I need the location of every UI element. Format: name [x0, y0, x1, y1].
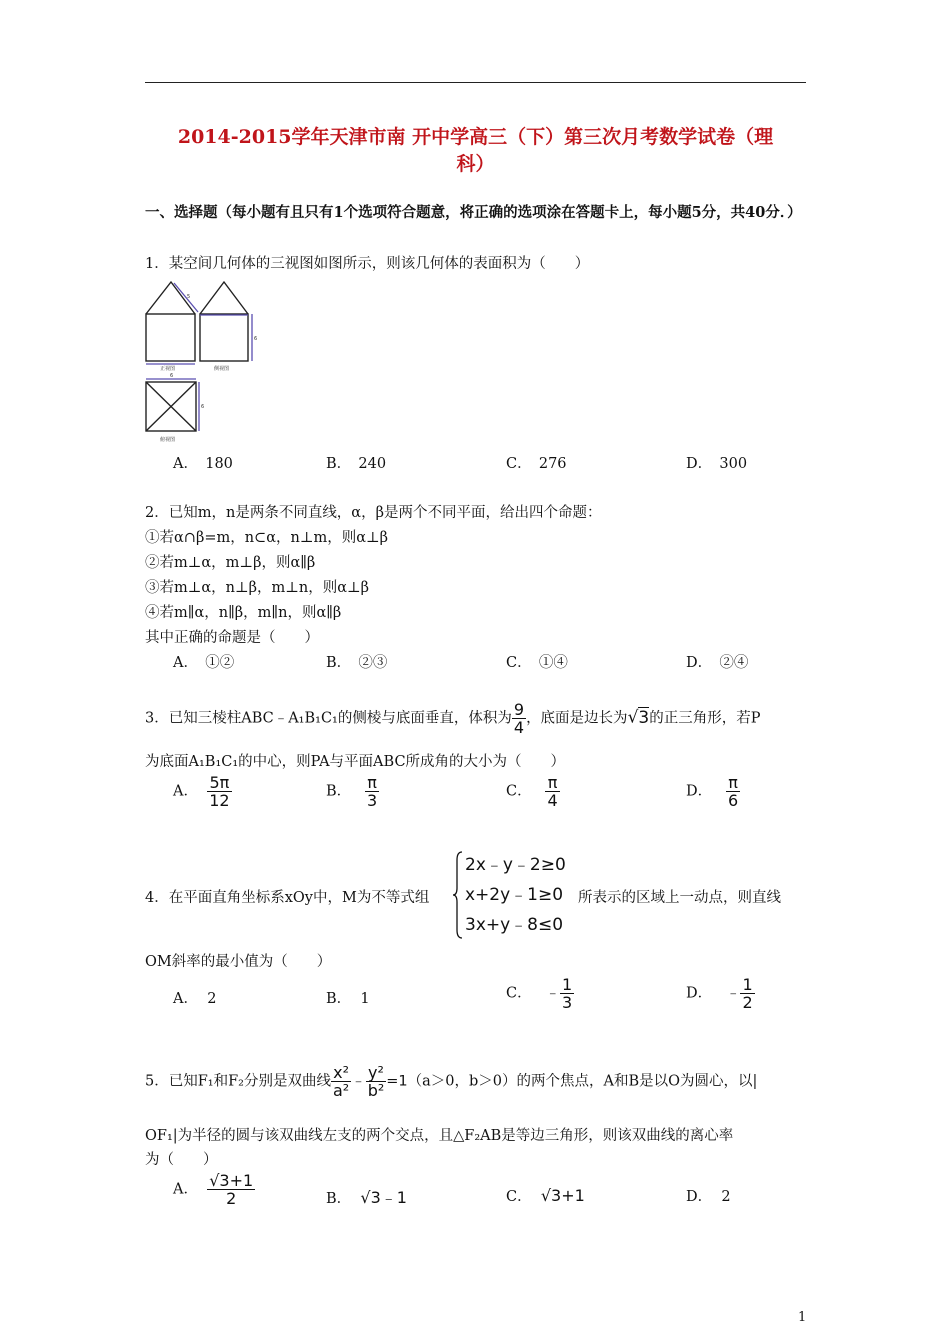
inequality-1: 2x﹣y﹣2≥0 [465, 855, 566, 875]
q3-option-a: A． $\frac{5\pi}{12}$ [173, 773, 230, 810]
top-view-label: 俯视图 [160, 437, 176, 443]
side-view-roof [200, 282, 248, 314]
q4-stem-a: 4．在平面直角坐标系xOy中，M为不等式组 [145, 890, 430, 906]
q4-stem-line-2: OM斜率的最小值为（ ） [145, 954, 332, 970]
side-view-body [200, 314, 248, 361]
q3-stem-line-1: 3．已知三棱柱ABC﹣A₁B₁C₁的侧棱与底面垂直，体积为 $\frac{9}{4}$ ，底面是边长为√3的正三角形，若P [145, 700, 761, 737]
q5-stem-line-2: OF₁|为半径的圆与该双曲线左支的两个交点，且△F₂AB是等边三角形，则该双曲线的离心率 [145, 1128, 734, 1144]
q2-prop-3: ③若m⊥α，n⊥β，m⊥n，则α⊥β [145, 580, 370, 596]
inequality-3: 3x+y﹣8≤0 [465, 915, 564, 935]
front-view-label: 正视图 [160, 366, 176, 372]
q5-y-fraction: $\frac{\text{y²}}{\text{b²}}$ [367, 1063, 385, 1100]
section-heading: 一、选择题（每小题有且只有1个选项符合题意，将正确的选项涂在答题卡上，每小题5分，共40分．） [145, 204, 802, 221]
header-rule [145, 82, 806, 83]
side-view-label: 侧视图 [214, 366, 230, 372]
q2-prop-4: ④若m∥α，n∥β，m∥n，则α∥β [145, 605, 342, 621]
q5-stem-line-3: 为（ ） [145, 1152, 218, 1168]
page-number: 1 [798, 1310, 807, 1325]
q1-stem: 1．某空间几何体的三视图如图所示，则该几何体的表面积为（ ） [145, 256, 590, 272]
front-slant-dim: 5 [187, 294, 191, 300]
q2-prop-2: ②若m⊥α，m⊥β，则α∥β [145, 555, 316, 571]
title-line-1: 2014-2015学年天津市南 开中学高三（下）第三次月考数学试卷（理 [177, 126, 774, 148]
q1-option-d: D． 300 [686, 456, 748, 472]
inequality-system [457, 850, 566, 940]
title-line-2: 科） [456, 153, 495, 175]
q5-option-b: B． √3﹣1 [326, 1188, 407, 1207]
q2-option-d: D． ②④ [686, 655, 749, 671]
q5-stem-line-1: 5．已知F₁和F₂分别是双曲线 $\frac{\text{x²}}{\text{a²}}$ ﹣ $\frac{\text{y²}}{\text{b²}}$ =1（a＞0，b＞0）的两个焦点，A和B是以O为圆心，以| [145, 1063, 758, 1100]
q3-stem-line-2: 为底面A₁B₁C₁的中心，则PA与平面ABC所成角的大小为（ ） [145, 754, 566, 770]
q5-x-fraction: $\frac{\text{x²}}{\text{a²}}$ [332, 1063, 350, 1100]
q4-option-b: B． 1 [326, 991, 370, 1007]
q3-sqrt-side: √3 [627, 707, 650, 728]
three-view-figure [140, 278, 265, 444]
q1-option-c: C． 276 [506, 456, 567, 472]
top-height-dim: 6 [201, 404, 205, 410]
q3-option-d: D． $\frac{\pi}{6}$ [686, 773, 739, 810]
inequality-2: x+2y﹣1≥0 [465, 885, 564, 905]
top-side-dim: 6 [170, 373, 174, 379]
q2-stem: 2．已知m，n是两条不同直线，α，β是两个不同平面，给出四个命题： [145, 505, 602, 521]
q5-option-d: D． 2 [686, 1189, 731, 1205]
q1-option-b: B． 240 [326, 456, 387, 472]
side-height-dim: 6 [254, 336, 258, 342]
q5-option-c: C． √3+1 [506, 1186, 585, 1205]
q3-option-b: B． $\frac{\pi}{3}$ [326, 773, 378, 810]
q2-question: 其中正确的命题是（ ） [145, 630, 319, 646]
front-view-body [146, 314, 195, 361]
q1-option-a: A． 180 [173, 456, 233, 472]
q4-stem-b: 所表示的区域上一动点，则直线 [578, 890, 781, 906]
q3-volume-fraction: $\frac{9}{4}$ [513, 700, 525, 737]
page-title [145, 124, 806, 178]
q2-option-a: A． ①② [173, 655, 235, 671]
q2-prop-1: ①若α∩β=m，n⊂α，n⊥m，则α⊥β [145, 530, 389, 546]
q2-option-b: B． ②③ [326, 655, 388, 671]
q4-option-a: A． 2 [173, 991, 217, 1007]
q4-option-d: D． ﹣ $\frac{1}{2}$ [686, 975, 753, 1012]
q3-option-c: C． $\frac{\pi}{4}$ [506, 773, 558, 810]
q4-option-c: C． ﹣ $\frac{1}{3}$ [506, 975, 573, 1012]
q2-option-c: C． ①④ [506, 655, 568, 671]
q5-option-a: A． $\frac{√3+1}{2}$ [173, 1171, 254, 1208]
